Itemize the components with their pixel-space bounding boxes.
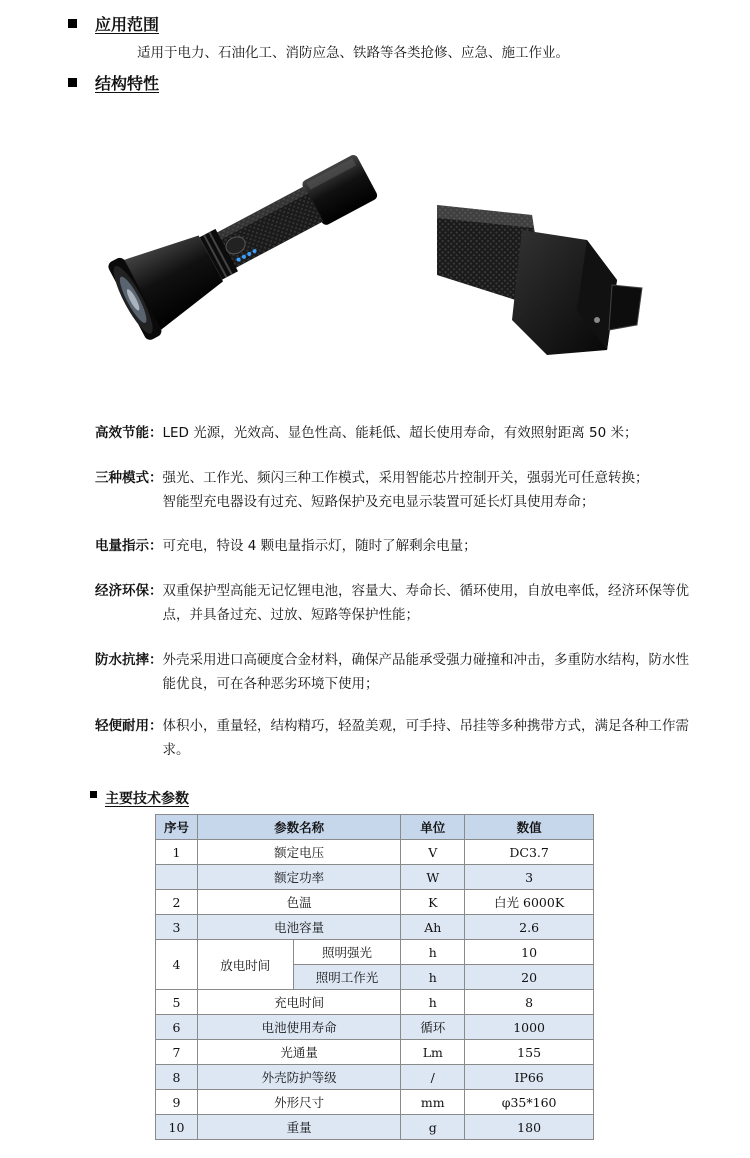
feature-text-block <box>163 466 696 514</box>
cell-subname: 照明强光 <box>293 940 401 965</box>
bullet-square-icon <box>90 791 97 798</box>
feature-label: 防水抗摔： <box>95 652 163 668</box>
feature-portable <box>95 714 695 762</box>
cell-value: 180 <box>465 1115 594 1140</box>
table-row <box>156 990 594 1015</box>
cell-no: 7 <box>156 1040 198 1065</box>
feature-efficiency <box>95 421 695 445</box>
feature-text: 外壳采用进口高硬度合金材料，确保产品能承受强力碰撞和冲击，多重防水结构，防水性能优良，可在各种恶劣环境下使用； <box>162 652 689 692</box>
cell-value: 白光 6000K <box>465 890 594 915</box>
table-row <box>156 1115 594 1140</box>
cell-no: 8 <box>156 1065 198 1090</box>
cell-name: 色温 <box>197 890 400 915</box>
feature-label: 经济环保： <box>95 583 163 599</box>
cell-no: 9 <box>156 1090 198 1115</box>
feature-text: 可充电，特设 4 颗电量指示灯，随时了解剩余电量； <box>162 538 477 554</box>
cell-unit: h <box>401 940 465 965</box>
application-title: 应用范围 <box>95 15 160 34</box>
cell-value: DC3.7 <box>465 840 594 865</box>
feature-power-indicator <box>95 534 695 558</box>
cell-unit: g <box>401 1115 465 1140</box>
cell-name: 额定功率 <box>197 865 400 890</box>
cell-no: 4 <box>156 940 198 990</box>
table-header-row <box>156 815 594 840</box>
feature-modes <box>95 466 695 514</box>
table-row <box>156 1065 594 1090</box>
cell-value: 1000 <box>465 1015 594 1040</box>
feature-eco <box>95 579 695 627</box>
application-text: 适用于电力、石油化工、消防应急、铁路等各类抢修、应急、施工作业。 <box>137 45 569 61</box>
feature-text: 体积小，重量轻，结构精巧，轻盈美观，可手持、吊挂等多种携带方式，满足各种工作需求。 <box>162 718 689 758</box>
cell-value: 3 <box>465 865 594 890</box>
spec-table-heading <box>90 788 189 808</box>
cell-value: 8 <box>465 990 594 1015</box>
cell-unit: mm <box>401 1090 465 1115</box>
feature-label: 高效节能： <box>95 425 163 441</box>
cell-name: 外壳防护等级 <box>197 1065 400 1090</box>
feature-text: LED 光源，光效高、显色性高、能耗低、超长使用寿命，有效照射距离 50 米； <box>162 425 638 441</box>
feature-waterproof <box>95 648 695 696</box>
spec-table-title: 主要技术参数 <box>105 791 189 807</box>
header-value: 数值 <box>465 815 594 840</box>
feature-label: 三种模式： <box>95 470 163 486</box>
cell-unit: V <box>401 840 465 865</box>
table-row <box>156 915 594 940</box>
cell-no: 3 <box>156 915 198 940</box>
cell-name: 额定电压 <box>197 840 400 865</box>
cell-no: 5 <box>156 990 198 1015</box>
cell-name: 电池使用寿命 <box>197 1015 400 1040</box>
table-row <box>156 940 594 965</box>
feature-text: 智能型充电器设有过充、短路保护及充电显示装置可延长灯具使用寿命； <box>162 494 595 510</box>
cell-value: 20 <box>465 965 594 990</box>
cell-unit: K <box>401 890 465 915</box>
structure-title: 结构特性 <box>95 74 160 93</box>
bullet-square-icon <box>68 78 77 87</box>
cell-unit: W <box>401 865 465 890</box>
flashlight-photo <box>105 125 400 340</box>
table-row <box>156 1090 594 1115</box>
cell-unit: Ah <box>401 915 465 940</box>
cell-no <box>156 865 198 890</box>
table-row <box>156 1040 594 1065</box>
cell-value: 2.6 <box>465 915 594 940</box>
bullet-square-icon <box>68 19 77 28</box>
cell-subname: 照明工作光 <box>293 965 401 990</box>
feature-label: 电量指示： <box>95 538 163 554</box>
spec-table <box>155 814 594 1140</box>
cell-no: 10 <box>156 1115 198 1140</box>
cell-no: 6 <box>156 1015 198 1040</box>
tailcap-photo <box>437 200 652 365</box>
table-row <box>156 865 594 890</box>
cell-name: 放电时间 <box>197 940 293 990</box>
cell-unit: Lm <box>401 1040 465 1065</box>
header-no: 序号 <box>156 815 198 840</box>
cell-name: 光通量 <box>197 1040 400 1065</box>
feature-label: 轻便耐用： <box>95 718 163 734</box>
structure-heading <box>68 71 159 94</box>
application-heading <box>68 12 159 35</box>
table-row <box>156 1015 594 1040</box>
table-row <box>156 840 594 865</box>
cell-unit: 循环 <box>401 1015 465 1040</box>
cell-unit: h <box>401 990 465 1015</box>
cell-name: 充电时间 <box>197 990 400 1015</box>
cell-unit: h <box>401 965 465 990</box>
cell-no: 2 <box>156 890 198 915</box>
cell-unit: / <box>401 1065 465 1090</box>
cell-value: 155 <box>465 1040 594 1065</box>
cell-name: 外形尺寸 <box>197 1090 400 1115</box>
cell-name: 重量 <box>197 1115 400 1140</box>
header-unit: 单位 <box>401 815 465 840</box>
table-row <box>156 890 594 915</box>
cell-value: IP66 <box>465 1065 594 1090</box>
feature-text: 强光、工作光、频闪三种工作模式，采用智能芯片控制开关，强弱光可任意转换； <box>162 470 649 486</box>
cell-no: 1 <box>156 840 198 865</box>
header-name: 参数名称 <box>197 815 400 840</box>
cell-name: 电池容量 <box>197 915 400 940</box>
cell-value: 10 <box>465 940 594 965</box>
cell-value: φ35*160 <box>465 1090 594 1115</box>
feature-text: 双重保护型高能无记忆锂电池，容量大、寿命长、循环使用，自放电率低，经济环保等优点，并具备过充、过放、短路等保护性能； <box>162 583 689 623</box>
